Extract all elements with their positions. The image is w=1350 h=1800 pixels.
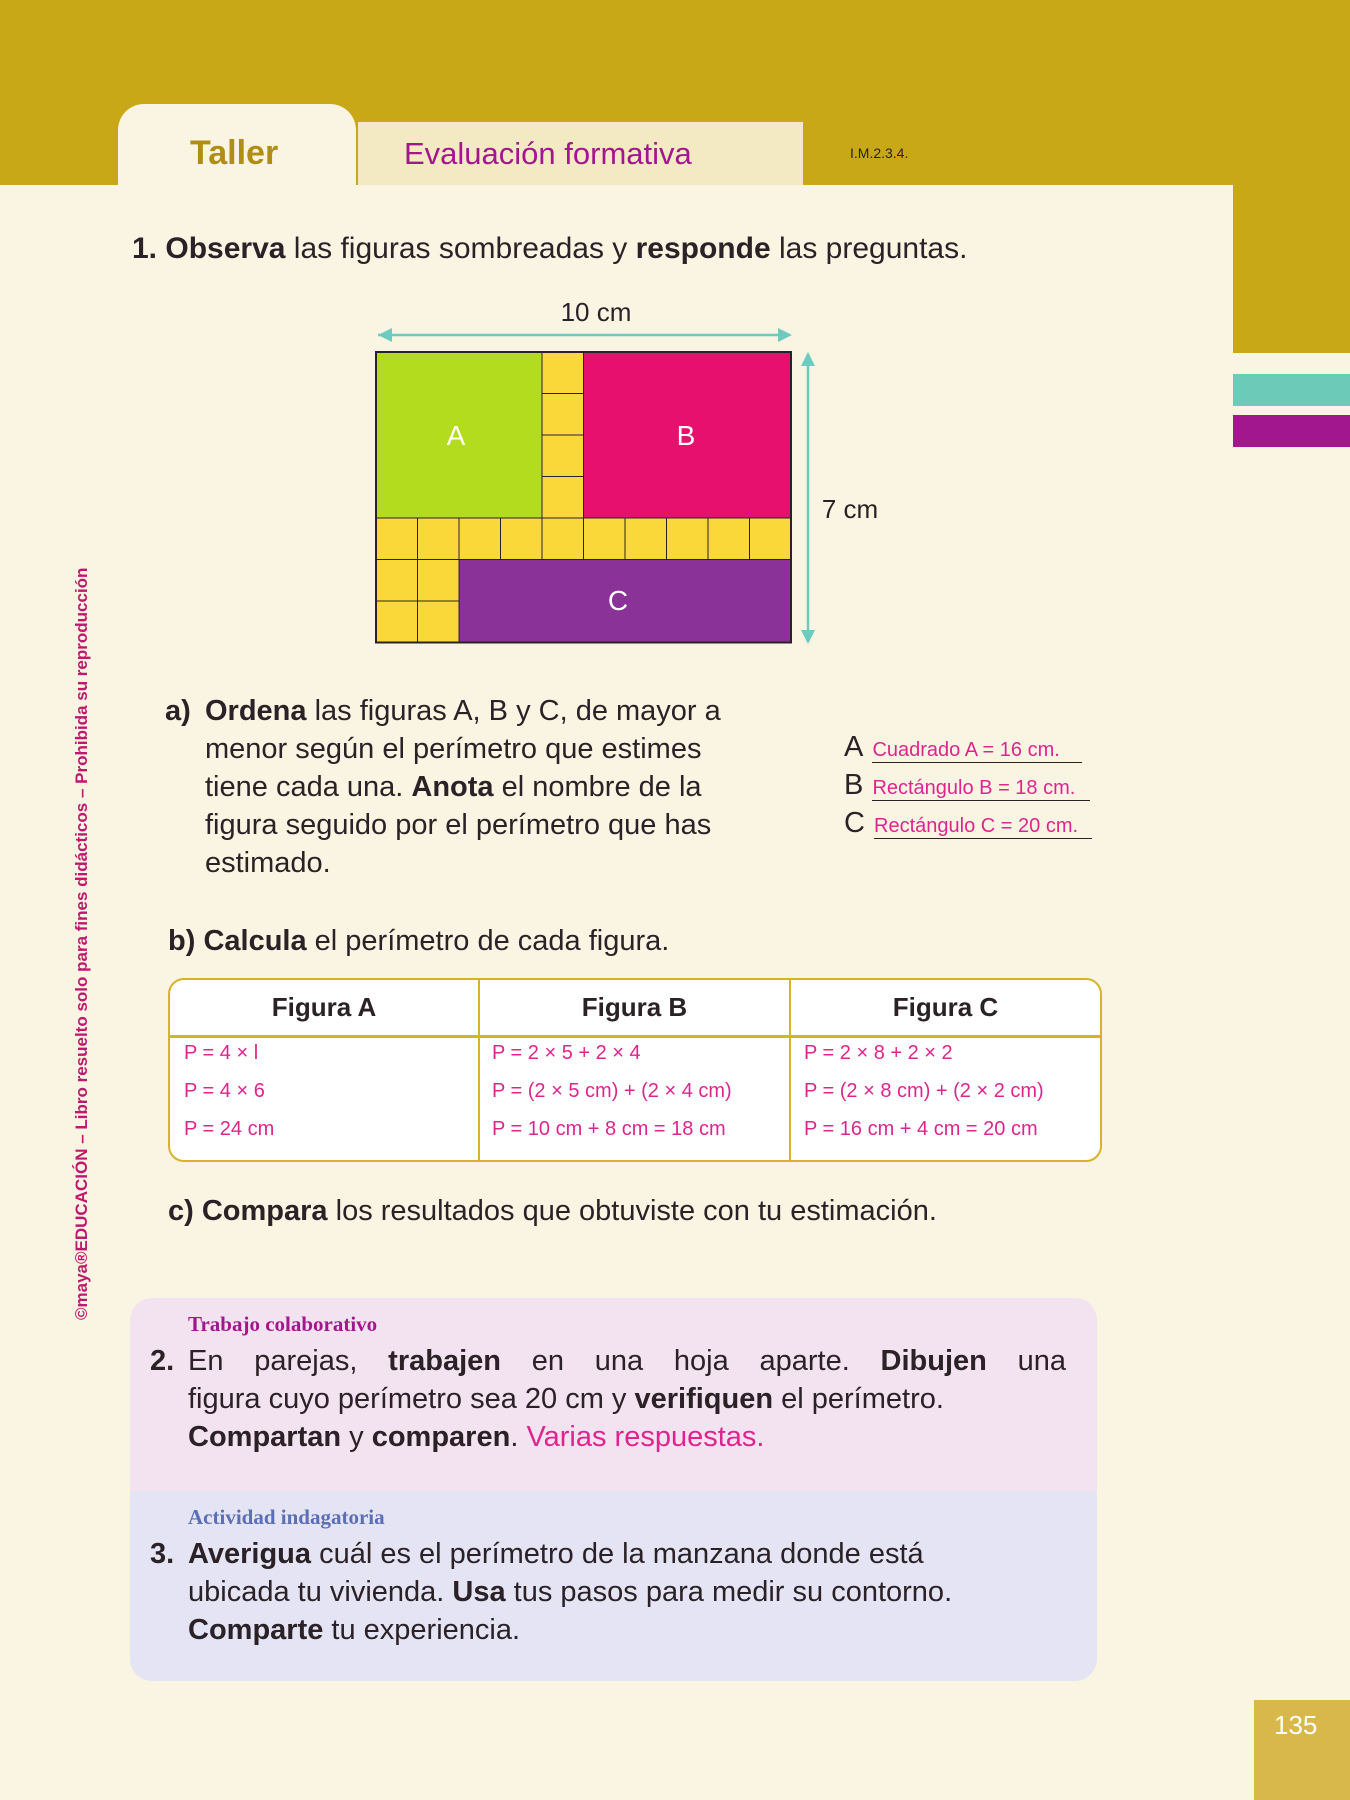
answer-c-letter: C: [844, 807, 865, 839]
figure-c-label: C: [607, 585, 629, 616]
tab-evaluacion-label: Evaluación formativa: [404, 136, 692, 171]
page-number: 135: [1274, 1710, 1318, 1740]
table-cell: P = 4 × 6: [184, 1080, 265, 1102]
table-header-b: Figura B: [581, 992, 688, 1022]
q1-number: 1.: [132, 232, 158, 265]
indicator-code: I.M.2.3.4.: [850, 145, 909, 161]
teal-stripe: [1233, 374, 1350, 406]
purple-stripe: [1233, 415, 1350, 447]
answer-c-text: Rectángulo C = 20 cm.: [874, 815, 1092, 839]
question-1: [132, 230, 967, 268]
indag-number: 3.: [150, 1538, 175, 1570]
table-cell: P = (2 × 8 cm) + (2 × 2 cm): [804, 1080, 1044, 1102]
width-label: 10 cm: [560, 297, 632, 327]
question-b: [168, 922, 669, 960]
table-cell: P = 16 cm + 4 cm = 20 cm: [804, 1118, 1038, 1140]
copyright-side-text: ©maya®EDUCACIÓN – Libro resuelto solo para fines didácticos – Prohibida su reproducción: [72, 567, 91, 1320]
table-header-a: Figura A: [271, 992, 377, 1022]
table-cell: P = 24 cm: [184, 1118, 275, 1140]
height-label: 7 cm: [821, 494, 879, 524]
table-cell: P = 2 × 5 + 2 × 4: [492, 1042, 641, 1064]
tab-taller: [118, 104, 356, 185]
answer-a-letter: A: [844, 731, 864, 763]
indag-line-1: Averigua cuál es el perímetro de la manzana donde está: [188, 1538, 924, 1570]
collab-line-2: figura cuyo perímetro sea 20 cm y verifiquen el perímetro.: [188, 1383, 944, 1415]
answer-a-text: Cuadrado A = 16 cm.: [872, 739, 1082, 763]
table-cell: P = (2 × 5 cm) + (2 × 4 cm): [492, 1080, 732, 1102]
table-cell: P = 2 × 8 + 2 × 2: [804, 1042, 953, 1064]
collab-title: Trabajo colaborativo: [188, 1312, 378, 1336]
qa-line-2: menor según el perímetro que estimes: [205, 733, 702, 765]
right-band: [1233, 185, 1350, 353]
page-number-box: [1254, 1700, 1350, 1800]
collab-answer: Varias respuestas.: [526, 1421, 765, 1453]
grid: [376, 352, 791, 643]
table-cell: P = 10 cm + 8 cm = 18 cm: [492, 1118, 726, 1140]
table-cell: P = 4 × l: [184, 1042, 259, 1064]
qa-line-5: estimado.: [205, 847, 331, 879]
qc-letter: c): [168, 1195, 194, 1227]
qb-text: el perímetro de cada figura.: [306, 925, 670, 957]
figure-b-label: B: [676, 420, 696, 451]
qa-line-4: figura seguido por el perímetro que has: [205, 809, 712, 841]
collab-line-1: En parejas, trabajen en una hoja aparte. Dibujen una: [188, 1345, 1066, 1377]
qb-bold: Calcula: [203, 925, 307, 957]
indag-title: Actividad indagatoria: [188, 1505, 385, 1529]
tab-taller-label: Taller: [190, 134, 279, 172]
q1-text-1: las figuras sombreadas y: [285, 232, 636, 265]
perimeter-table: [168, 978, 1102, 1162]
indag-line-2: ubicada tu vivienda. Usa tus pasos para medir su contorno.: [188, 1576, 953, 1608]
figure-a-label: A: [446, 420, 466, 451]
qa-line-1: Ordena las figuras A, B y C, de mayor a: [205, 695, 721, 727]
q1-bold-2: responde: [635, 232, 771, 265]
inquiry-box: [130, 1491, 1097, 1681]
tab-evaluacion: [358, 122, 803, 185]
answer-b: [844, 766, 1090, 804]
collab-number: 2.: [150, 1345, 175, 1377]
question-c: [168, 1192, 937, 1230]
collaborative-box: [130, 1298, 1097, 1491]
qb-letter: b): [168, 925, 196, 957]
table-header-c: Figura C: [892, 992, 999, 1022]
answer-b-text: Rectángulo B = 18 cm.: [872, 777, 1090, 801]
answer-a: [844, 728, 1082, 766]
q1-text-2: las preguntas.: [770, 232, 968, 265]
q1-bold-1: Observa: [165, 232, 286, 265]
qa-line-3: tiene cada una. Anota el nombre de la: [205, 771, 702, 803]
collab-line-3: Compartan y comparen. Varias respuestas.: [188, 1421, 765, 1453]
indag-line-3: Comparte tu experiencia.: [188, 1614, 521, 1646]
qc-text: los resultados que obtuviste con tu estimación.: [327, 1195, 937, 1227]
shaded-figures-diagram: [370, 290, 910, 660]
qc-bold: Compara: [201, 1195, 328, 1227]
qa-letter: a): [165, 695, 191, 727]
answer-b-letter: B: [844, 769, 864, 801]
answer-c: [844, 804, 1092, 842]
